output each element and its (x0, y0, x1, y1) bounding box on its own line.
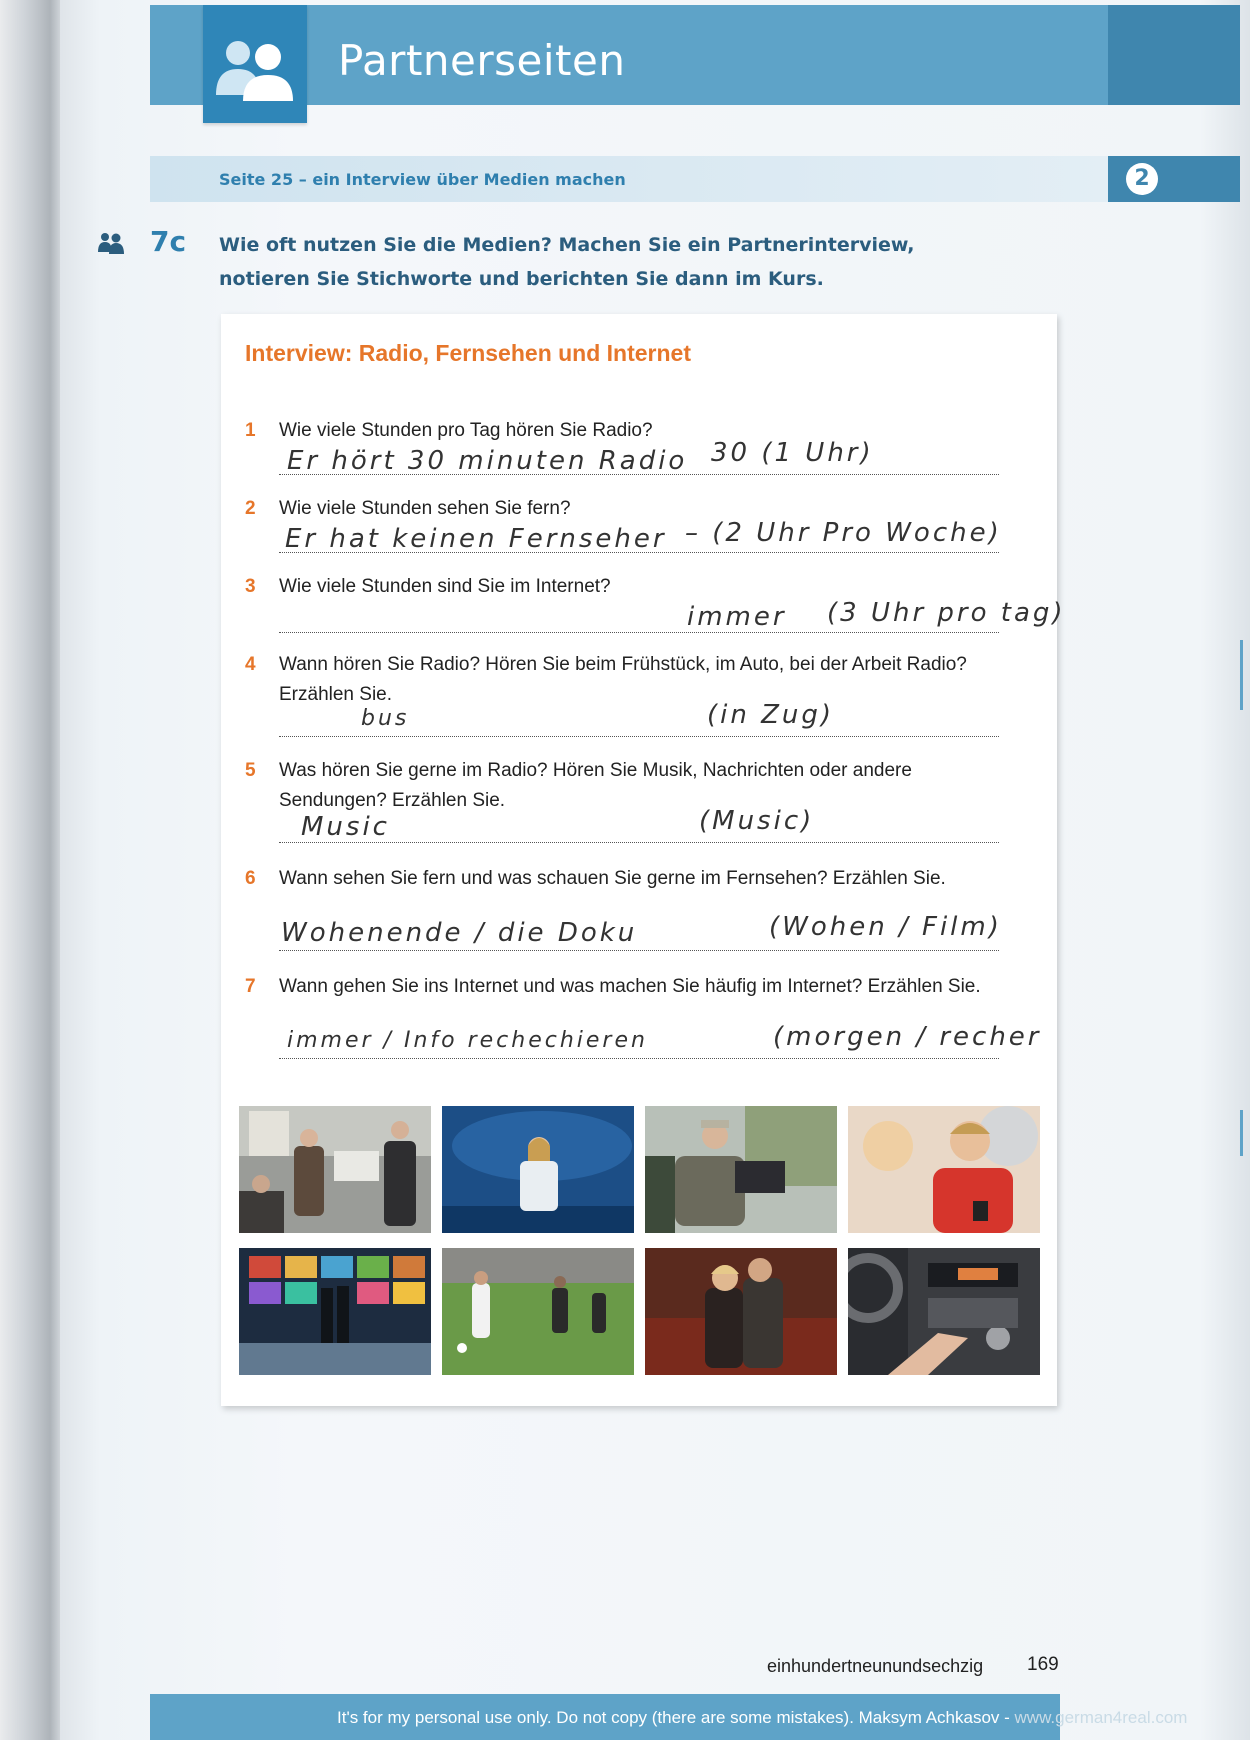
answer-line[interactable] (279, 632, 999, 633)
watermark-url: www.german4real.com (1014, 1708, 1188, 1727)
note-handwriting: (Wohen / Film) (769, 912, 1002, 942)
question-number: 3 (245, 576, 256, 597)
watermark-text: It's for my personal use only. Do not copy (there are some mistakes). Maksym Achkasov - (337, 1708, 1010, 1727)
question-number: 1 (245, 420, 256, 441)
page-edge-tab (1240, 640, 1243, 710)
question-number: 6 (245, 868, 256, 889)
answer-handwriting: Music (301, 812, 390, 842)
note-handwriting: (in Zug) (707, 700, 835, 730)
football-match-photo (442, 1248, 634, 1375)
answer-handwriting: immer (687, 602, 787, 632)
note-handwriting: (3 Uhr pro tag) (827, 598, 1066, 628)
answer-line[interactable] (279, 474, 999, 475)
header-band-right (1108, 5, 1240, 105)
answer-line[interactable] (279, 736, 999, 737)
question-number: 5 (245, 760, 256, 781)
page-title: Partnerseiten (338, 36, 626, 85)
answer-line[interactable] (279, 552, 999, 553)
note-handwriting: – (2 Uhr Pro Woche) (685, 518, 1002, 548)
chapter-number-badge: 2 (1126, 163, 1158, 195)
interview-card (221, 314, 1066, 1406)
question-number: 2 (245, 498, 256, 519)
answer-handwriting: immer / Info rechechieren (287, 1028, 648, 1053)
note-handwriting: (morgen / recher (773, 1022, 1042, 1052)
watermark (337, 1708, 1187, 1728)
question-text: Wie viele Stunden sehen Sie fern? (279, 498, 571, 519)
answer-handwriting: Er hat keinen Fernseher (285, 524, 667, 554)
note-handwriting: (Music) (699, 806, 815, 836)
note-handwriting: 30 (1 Uhr) (711, 438, 874, 468)
car-radio-photo (848, 1248, 1040, 1375)
man-with-laptop-photo (645, 1106, 837, 1233)
pair-work-icon (97, 232, 125, 259)
question-text: Wann hören Sie Radio? Hören Sie beim Frühstück, im Auto, bei der Arbeit Radio? Erzählen Sie. (279, 654, 967, 705)
section-title: Seite 25 – ein Interview über Medien machen (219, 170, 626, 189)
card-title: Interview: Radio, Fernsehen und Internet (245, 340, 692, 366)
news-anchor-photo (442, 1106, 634, 1233)
answer-handwriting: Er hört 30 minuten Radio (287, 446, 688, 476)
question-text: Wann gehen Sie ins Internet und was machen Sie häufig im Internet? Erzählen Sie. (279, 976, 981, 997)
people-icon (203, 5, 307, 123)
question-text: Wie viele Stunden pro Tag hören Sie Radio? (279, 420, 653, 441)
couple-in-theater-photo (645, 1248, 837, 1375)
question-text: Was hören Sie gerne im Radio? Hören Sie Musik, Nachrichten oder andere Sendungen? Erzählen Sie. (279, 760, 912, 811)
answer-line[interactable] (279, 950, 999, 951)
book-spine-shadow (0, 0, 60, 1740)
answer-handwriting: Wohenende / die Doku (281, 918, 638, 948)
video-wall-photo (239, 1248, 431, 1375)
question-text: Wie viele Stunden sind Sie im Internet? (279, 576, 611, 597)
question-text: Wann sehen Sie fern und was schauen Sie gerne im Fernsehen? Erzählen Sie. (279, 868, 946, 889)
page-edge-tab (1240, 1110, 1243, 1156)
header-band (150, 5, 1240, 105)
exercise-number: 7c (150, 225, 187, 258)
page-number: 169 (1027, 1654, 1059, 1675)
answer-line[interactable] (279, 1058, 999, 1059)
question-number: 7 (245, 976, 256, 997)
exercise-instruction: Wie oft nutzen Sie die Medien? Machen Sie ein Partnerinterview, notieren Sie Stichworte und berichten Sie dann im Kurs. (219, 234, 915, 290)
people-reading-newspaper-photo (239, 1106, 431, 1233)
question-number: 4 (245, 654, 256, 675)
young-man-with-phone-photo (848, 1106, 1040, 1233)
answer-line[interactable] (279, 842, 999, 843)
answer-handwriting: bus (361, 706, 410, 731)
page-number-word: einhundertneunundsechzig (767, 1656, 984, 1676)
